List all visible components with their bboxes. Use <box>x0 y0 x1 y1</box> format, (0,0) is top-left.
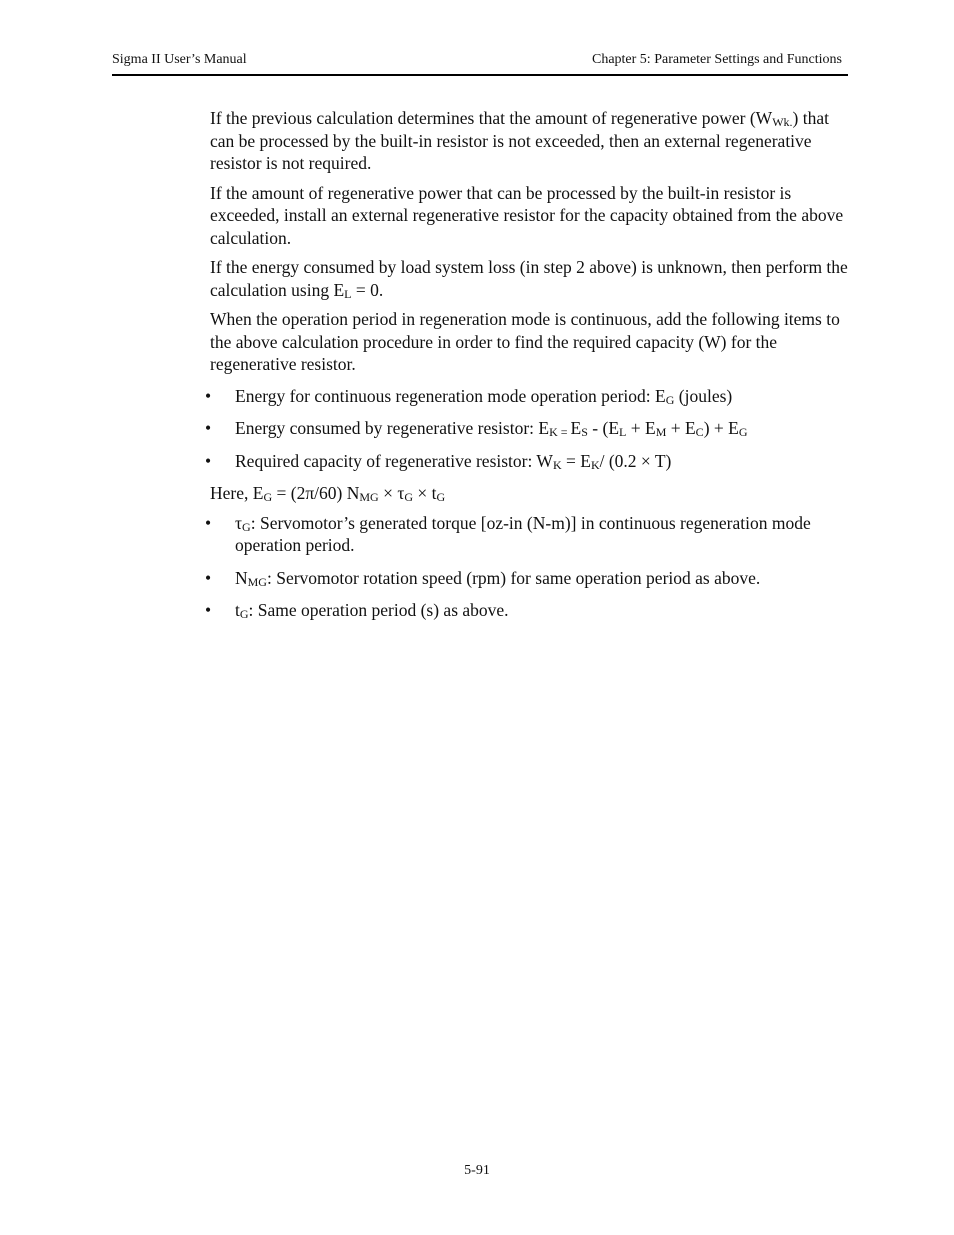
bullet-torque: • $\tau_G$: Servomotor’s generated torque [oz-in (N-m)] in continuous regeneration mode operation period. <box>205 512 811 555</box>
header-rule <box>112 74 848 76</box>
bullet-dot: • <box>205 450 212 471</box>
bullet-dot: • <box>205 385 212 406</box>
bullet-required-capacity: • Required capacity of regenerative resistor: $W_K = E_K/$ (0.2 × T) <box>205 450 672 472</box>
paragraph-continuous-regen: When the operation period in regeneration mode is continuous, add the following items to the above calculation procedure in order to find the required capacity (W) for the regenerative resistor. <box>210 309 840 374</box>
body-content <box>205 107 850 632</box>
bullet-energy-continuous: • Energy for continuous regeneration mode operation period: $E_G$ (joules) <box>205 385 733 407</box>
paragraph-load-loss: If the energy consumed by load system loss (in step 2 above) is unknown, then perform the calculation using $E_L = 0$. <box>210 257 848 301</box>
bullet-rotation-speed: • $N_{MG}$: Servomotor rotation speed (rpm) for same operation period as above. <box>205 567 761 589</box>
bullet-energy-resistor: • Energy consumed by regenerative resistor: $E_{K =}$ $E_S - (E_L + E_M + E_C) + E_G$ <box>205 418 748 439</box>
running-header-right: Chapter 5: Parameter Settings and Functions <box>591 52 842 67</box>
bullet-dot: • <box>205 600 212 620</box>
bullet-operation-period: • $t_G$: Same operation period (s) as above. <box>205 600 509 621</box>
paragraph-regen-power: If the previous calculation determines that the amount of regenerative power $(W_{Wk.})$ that can be processed by the built-in resistor is not exceeded, then an external regenerative resistor is not required. <box>210 108 829 173</box>
paragraph-external-resistor: If the amount of regenerative power that can be processed by the built-in resistor is exceeded, install an external regenerative resistor for the capacity obtained from the above calculation. <box>210 182 844 248</box>
page-number: 5-91 <box>464 1163 490 1178</box>
formula-here: Here, $E_G = (2\pi/60) N_{MG} \times \tau_G \times t_G$ <box>210 483 446 504</box>
running-header-left: Sigma II User’s Manual <box>112 52 247 67</box>
bullet-dot: • <box>205 418 212 438</box>
bullet-dot: • <box>205 567 212 588</box>
bullet-dot: • <box>205 512 212 533</box>
